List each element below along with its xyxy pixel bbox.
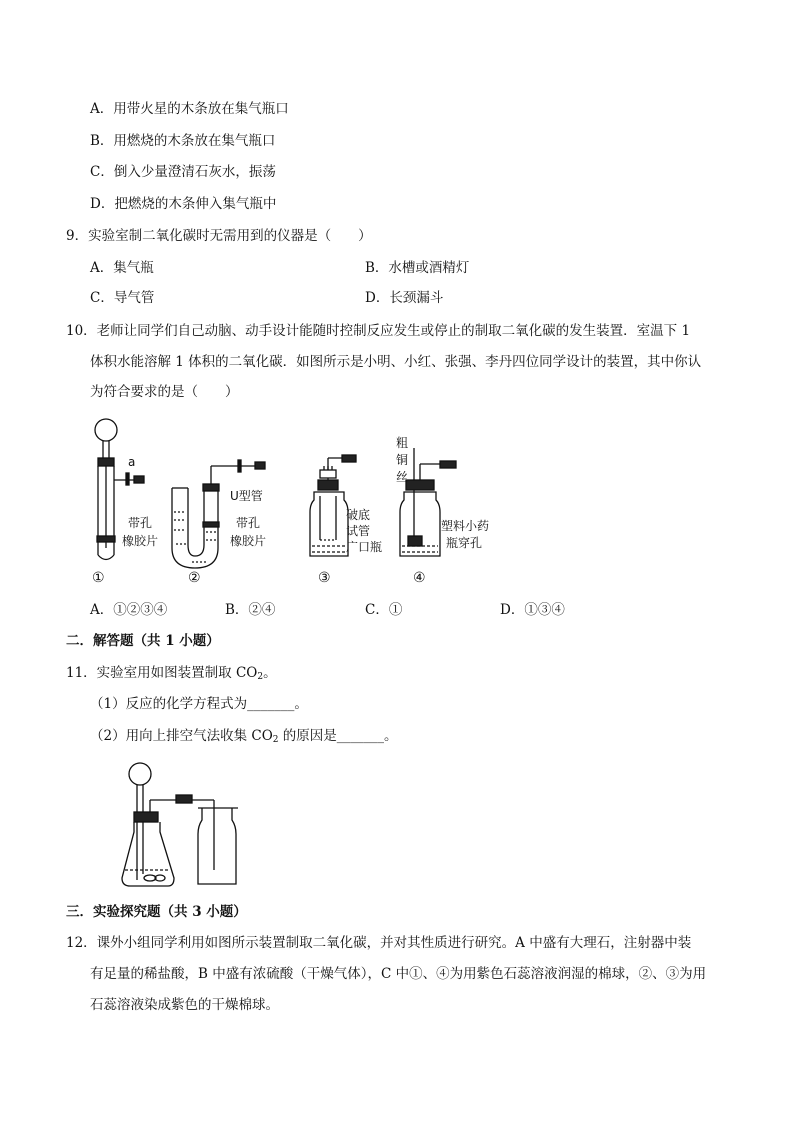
section-2-heading: 二．解答题（共 1 小题） xyxy=(66,633,220,649)
q8-option-a: A．用带火星的木条放在集气瓶口 xyxy=(90,101,289,117)
label-broken-bottom: 破底 xyxy=(346,508,371,522)
q9-option-a: A．集气瓶 xyxy=(90,260,154,276)
q11-stem: 11．实验室用如图装置制取 $CO_2$。 xyxy=(66,665,277,682)
q8-option-b: B．用燃烧的木条放在集气瓶口 xyxy=(90,133,276,149)
q9-option-d: D．长颈漏斗 xyxy=(365,290,444,306)
label-test-tube: 试管 xyxy=(346,524,371,538)
label-wide-mouth-bottle: 广口瓶 xyxy=(346,540,383,554)
q10-option-d: D．①③④ xyxy=(500,602,565,618)
q12-stem-line3: 石蕊溶液染成紫色的干燥棉球。 xyxy=(90,997,279,1013)
q12-stem-line2: 有足量的稀盐酸，B 中盛有浓硫酸（干燥气体），C 中①、④为用紫色石蕊溶液润湿的棉球，②、③为用 xyxy=(90,966,707,982)
q12-stem-line1: 12．课外小组同学利用如图所示装置制取二氧化碳，并对其性质进行研究。A 中盛有大理石，注射器中装 xyxy=(66,935,692,951)
figure-number-1: ① xyxy=(92,570,105,586)
label-holed-stopper-1: 带孔 xyxy=(128,516,153,530)
label-u-tube: U型管 xyxy=(230,489,263,503)
label-plastic-bottle: 塑料小药 xyxy=(441,519,490,533)
q10-stem-line3: 为符合要求的是（ ） xyxy=(90,384,239,400)
q10-option-b: B．②④ xyxy=(225,602,276,618)
q11-part2: （2）用向上排空气法收集 $CO_2$ 的原因是_______。 xyxy=(90,728,398,745)
figure-number-3: ③ xyxy=(318,570,331,586)
q9-option-b: B．水槽或酒精灯 xyxy=(365,260,470,276)
section-3-heading: 三．实验探究题（共 3 小题） xyxy=(66,904,247,920)
q8-option-c: C．倒入少量澄清石灰水，振荡 xyxy=(90,164,276,180)
label-rubber-sheet-1: 橡胶片 xyxy=(122,534,159,548)
q9-option-c: C．导气管 xyxy=(90,290,155,306)
q8-option-d: D．把燃烧的木条伸入集气瓶中 xyxy=(90,196,277,212)
label-wire: 丝 xyxy=(396,470,409,484)
q10-option-c: C．① xyxy=(365,602,403,618)
q9-stem: 9．实验室制二氧化碳时无需用到的仪器是（ ） xyxy=(66,228,372,244)
label-holed-stopper-2: 带孔 xyxy=(236,516,261,530)
label-a: a xyxy=(128,455,136,469)
label-rubber-sheet-2: 橡胶片 xyxy=(230,534,267,548)
q10-stem-line2: 体积水能溶解 1 体积的二氧化碳．如图所示是小明、小红、张强、李丹四位同学设计的装置，其中你认 xyxy=(90,354,702,370)
figure-number-2: ② xyxy=(188,570,201,586)
q11-part1: （1）反应的化学方程式为_______。 xyxy=(90,696,308,712)
figure-number-4: ④ xyxy=(413,570,426,586)
q10-stem-line1: 10．老师让同学们自己动脑、动手设计能随时控制反应发生或停止的制取二氧化碳的发生装置．室温下 1 xyxy=(66,323,691,339)
label-copper: 铜 xyxy=(396,453,409,467)
label-pierced: 瓶穿孔 xyxy=(446,536,483,550)
label-coarse: 粗 xyxy=(396,436,409,450)
q10-option-a: A．①②③④ xyxy=(90,602,168,618)
